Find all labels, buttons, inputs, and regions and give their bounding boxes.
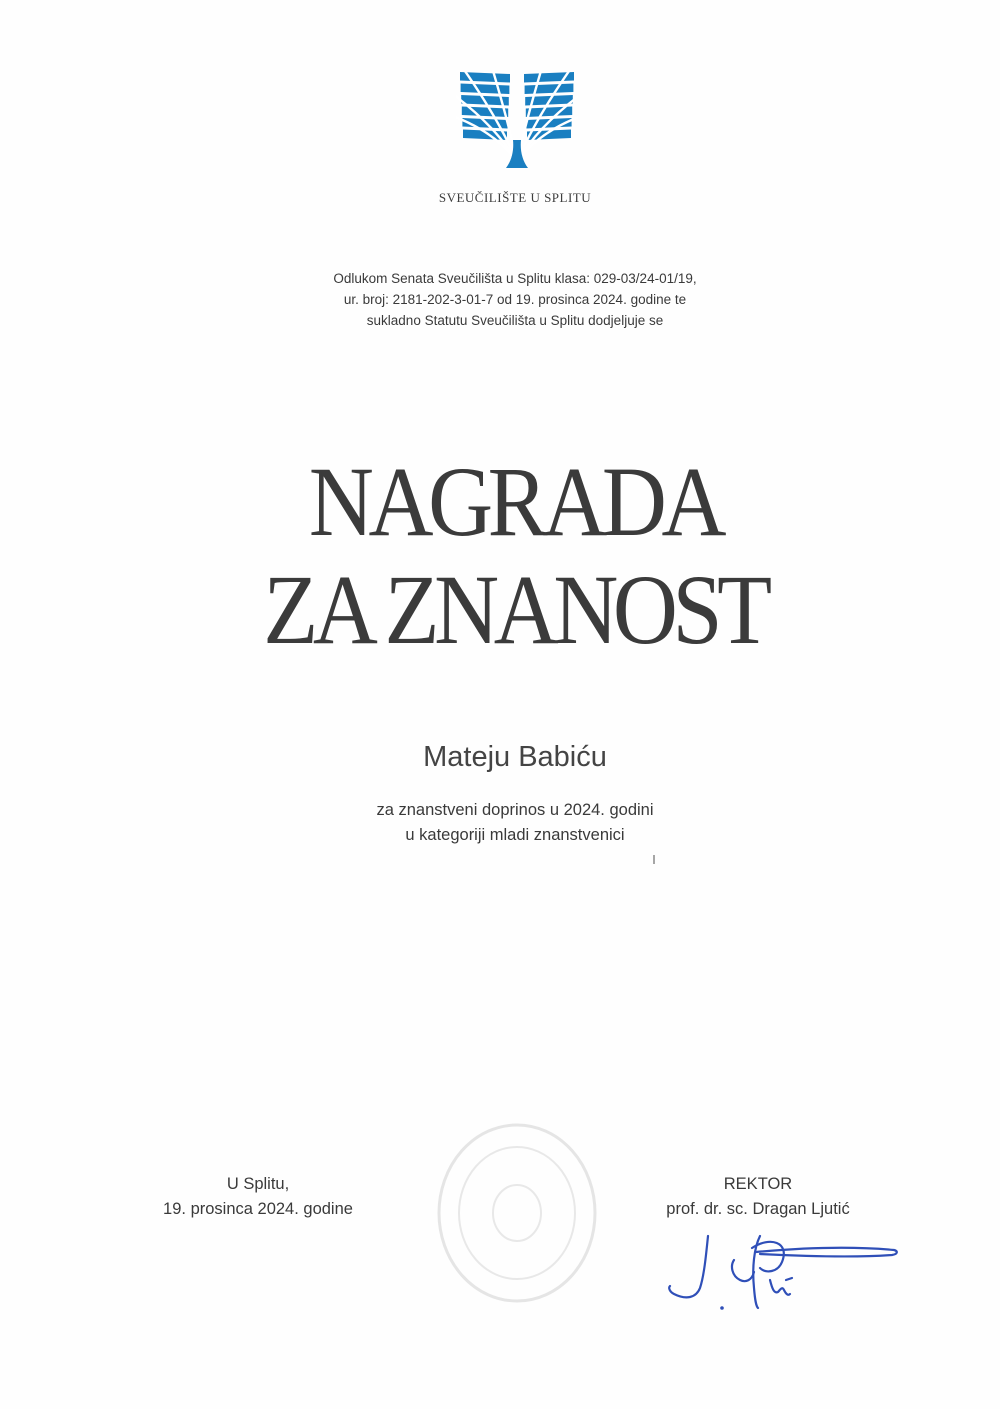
senate-decision-text	[250, 268, 780, 331]
place-and-date	[140, 1172, 376, 1222]
citation-line: u kategoriji mladi znanstvenici	[405, 826, 625, 844]
rector-title: REKTOR	[723, 1175, 793, 1193]
recipient-name: Mateju Babiću	[423, 741, 607, 773]
university-name: SVEUČILIŠTE U SPLITU	[438, 190, 592, 205]
citation-line: za znanstveni doprinos u 2024. godini	[376, 801, 654, 819]
rector-block	[640, 1172, 876, 1222]
decision-line: ur. broj: 2181-202-3-01-7 od 19. prosinca 2024. godine te	[343, 292, 687, 307]
logo-stripe-right	[525, 84, 574, 95]
decision-line: sukladno Statutu Sveučilišta u Splitu dodjeljuje se	[366, 313, 664, 328]
decision-line: Odlukom Senata Sveučilišta u Splitu klasa: 029-03/24-01/19,	[333, 271, 697, 286]
university-seal-stamp-icon	[432, 1118, 602, 1308]
open-book-logo-icon	[456, 70, 578, 170]
rector-signature-icon	[660, 1228, 905, 1318]
logo-stripe-left	[461, 84, 510, 95]
award-title-line: ZA ZNANOST	[263, 554, 767, 665]
place: U Splitu,	[226, 1175, 290, 1193]
award-title-line: NAGRADA	[308, 446, 722, 557]
scan-speck	[653, 855, 655, 864]
rector-name: prof. dr. sc. Dragan Ljutić	[666, 1200, 850, 1218]
award-citation	[0, 798, 1000, 848]
award-title	[52, 448, 979, 664]
date: 19. prosinca 2024. godine	[163, 1200, 353, 1218]
